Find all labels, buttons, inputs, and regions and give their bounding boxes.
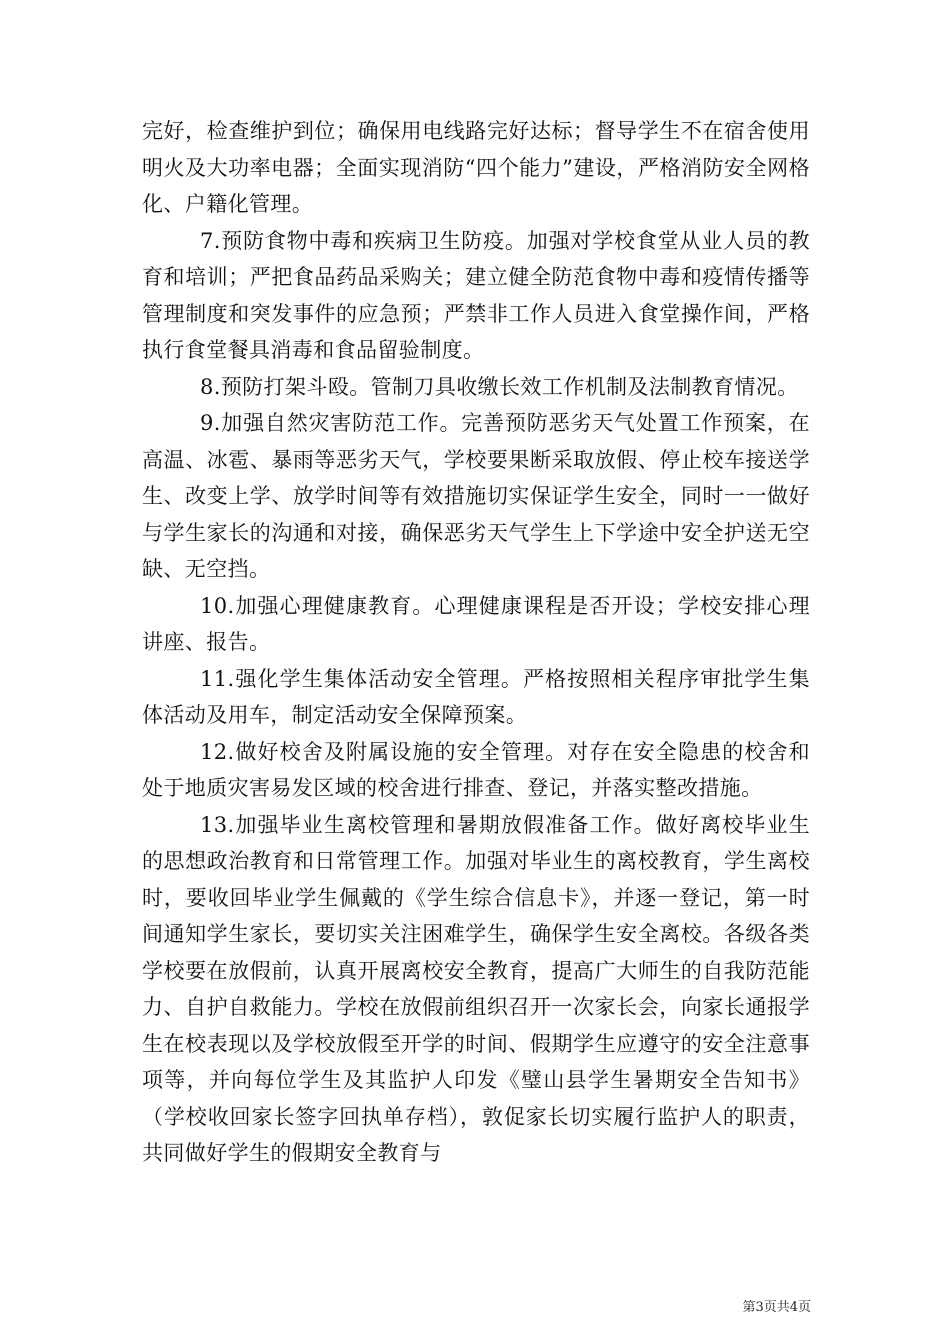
paragraph-item-12: 12.做好校舍及附属设施的安全管理。对存在安全隐患的校舍和处于地质灾害易发区域的校舍进行排查、登记，并落实整改措施。 xyxy=(142,739,810,800)
page-number-footer: 第3页共4页 xyxy=(742,1300,811,1315)
paragraph-item-11: 11.强化学生集体活动安全管理。严格按照相关程序审批学生集体活动及用车，制定活动安全保障预案。 xyxy=(142,666,810,727)
paragraph-item-13: 13.加强毕业生离校管理和暑期放假准备工作。做好离校毕业生的思想政治教育和日常管理工作。加强对毕业生的离校教育，学生离校时，要收回毕业学生佩戴的《学生综合信息卡》，并逐一登记，第一时间通知学生家长，要切实关注困难学生，确保学生安全离校。各级各类学校要在放假前，认真开展离校安全教育，提高广大师生的自我防范能力、自护自救能力。学校在放假前组织召开一次家长会，向家长通报学生在校表现以及学校放假至开学的时间、假期学生应遵守的安全注意事项等，并向每位学生及其监护人印发《璧山县学生暑期安全告知书》（学校收回家长签字回执单存档），敦促家长切实履行监护人的职责，共同做好学生的假期安全教育与 xyxy=(142,812,810,1165)
paragraph-item-10: 10.加强心理健康教育。心理健康课程是否开设；学校安排心理讲座、报告。 xyxy=(142,593,810,654)
paragraph-item-8: 8.预防打架斗殴。管制刀具收缴长效工作机制及法制教育情况。 xyxy=(200,374,799,399)
paragraph-item-9: 9.加强自然灾害防范工作。完善预防恶劣天气处置工作预案，在高温、冰雹、暴雨等恶劣天气，学校要果断采取放假、停止校车接送学生、改变上学、放学时间等有效措施切实保证学生安全，同时一一做好与学生家长的沟通和对接，确保恶劣天气学生上下学途中安全护送无空缺、无空挡。 xyxy=(142,411,810,581)
paragraph-item-7: 7.预防食物中毒和疾病卫生防疫。加强对学校食堂从业人员的教育和培训；严把食品药品采购关；建立健全防范食物中毒和疫情传播等管理制度和突发事件的应急预；严禁非工作人员进入食堂操作间，严格执行食堂餐具消毒和食品留验制度。 xyxy=(142,228,810,362)
paragraph-continuation: 完好，检查维护到位；确保用电线路完好达标；督导学生不在宿舍使用明火及大功率电器；全面实现消防“四个能力”建设，严格消防安全网格化、户籍化管理。 xyxy=(142,119,810,216)
document-body xyxy=(142,113,810,1172)
